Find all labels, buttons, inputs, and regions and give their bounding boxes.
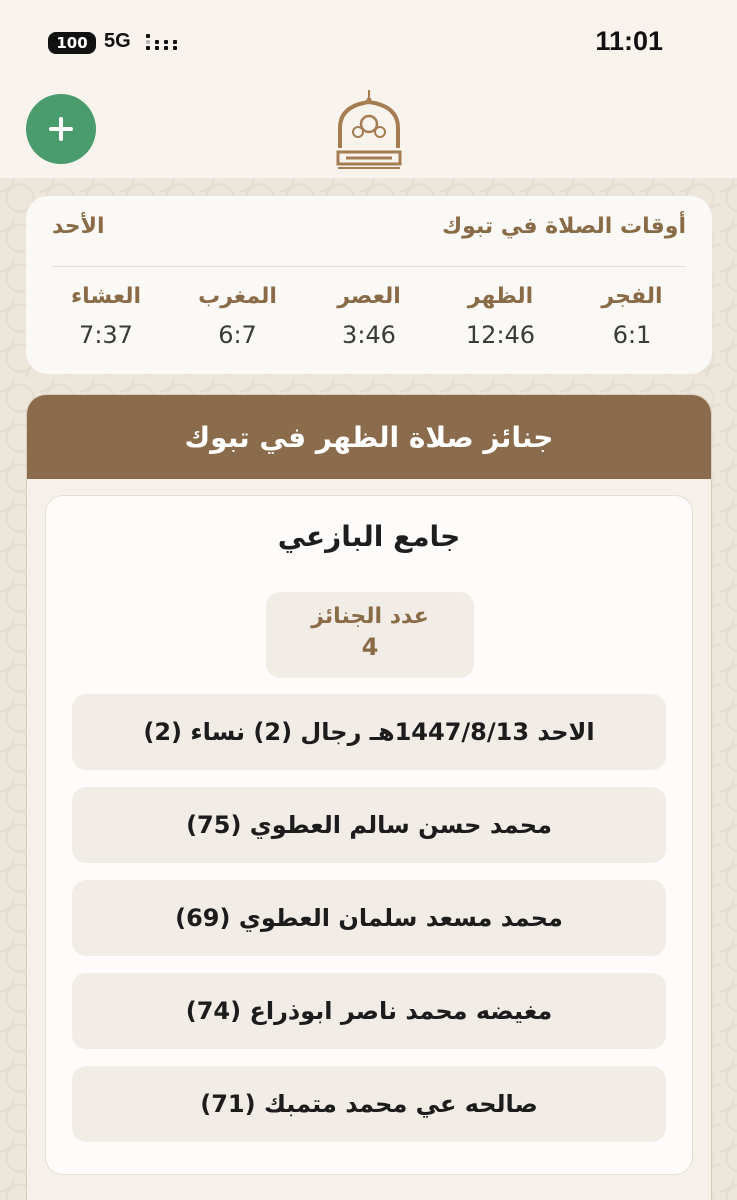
prayer-name: المغرب	[198, 284, 277, 309]
signal-icon	[146, 32, 180, 54]
funerals-header	[27, 395, 711, 479]
prayer-name: العصر	[337, 284, 401, 309]
prayer-name: الظهر	[467, 284, 534, 309]
funeral-entries-list	[72, 694, 666, 1159]
network-indicator: 5G	[104, 30, 131, 52]
status-bar	[0, 0, 737, 86]
prayer-times-card	[26, 196, 712, 374]
funeral-date-summary: الاحد 1447/8/13هـ رجال (2) نساء (2)	[72, 694, 666, 770]
prayer-asr	[309, 284, 429, 349]
app-header	[0, 86, 737, 178]
prayer-fajr	[572, 284, 692, 349]
prayer-day: الأحد	[52, 214, 105, 239]
prayer-time: 6:7	[218, 321, 257, 349]
funeral-entry: محمد حسن سالم العطوي (75)	[72, 787, 666, 863]
prayer-times-row	[46, 284, 692, 349]
funerals-title: جنائز صلاة الظهر في تبوك	[184, 420, 554, 454]
battery-indicator: 100	[48, 32, 96, 54]
funeral-entry: صالحه عي محمد متمبك (71)	[72, 1066, 666, 1142]
prayer-isha	[46, 284, 166, 349]
prayer-dhuhr	[441, 284, 561, 349]
prayer-time: 12:46	[465, 321, 536, 349]
prayer-time: 7:37	[79, 321, 133, 349]
funeral-entry: محمد مسعد سلمان العطوي (69)	[72, 880, 666, 956]
funeral-count-label: عدد الجنائز	[311, 604, 429, 629]
prayer-time: 6:1	[612, 321, 652, 349]
prayer-time: 3:46	[342, 321, 396, 349]
prayer-name: الفجر	[601, 284, 663, 309]
funerals-card	[26, 394, 712, 1200]
funeral-count-box	[266, 592, 474, 678]
prayer-times-title: أوقات الصلاة في تبوك	[442, 214, 686, 239]
prayer-name: العشاء	[70, 284, 142, 309]
divider	[52, 266, 686, 267]
funeral-count-value: 4	[361, 633, 379, 661]
funeral-entry: مغيضه محمد ناصر ابوذراع (74)	[72, 973, 666, 1049]
prayer-maghrib	[178, 284, 298, 349]
status-time: 11:01	[595, 26, 663, 56]
mosque-logo-icon	[334, 88, 404, 174]
mosque-name: جامع البازعي	[277, 520, 461, 553]
add-button[interactable]	[26, 94, 96, 164]
mosque-card	[45, 495, 693, 1175]
plus-icon	[46, 114, 76, 144]
